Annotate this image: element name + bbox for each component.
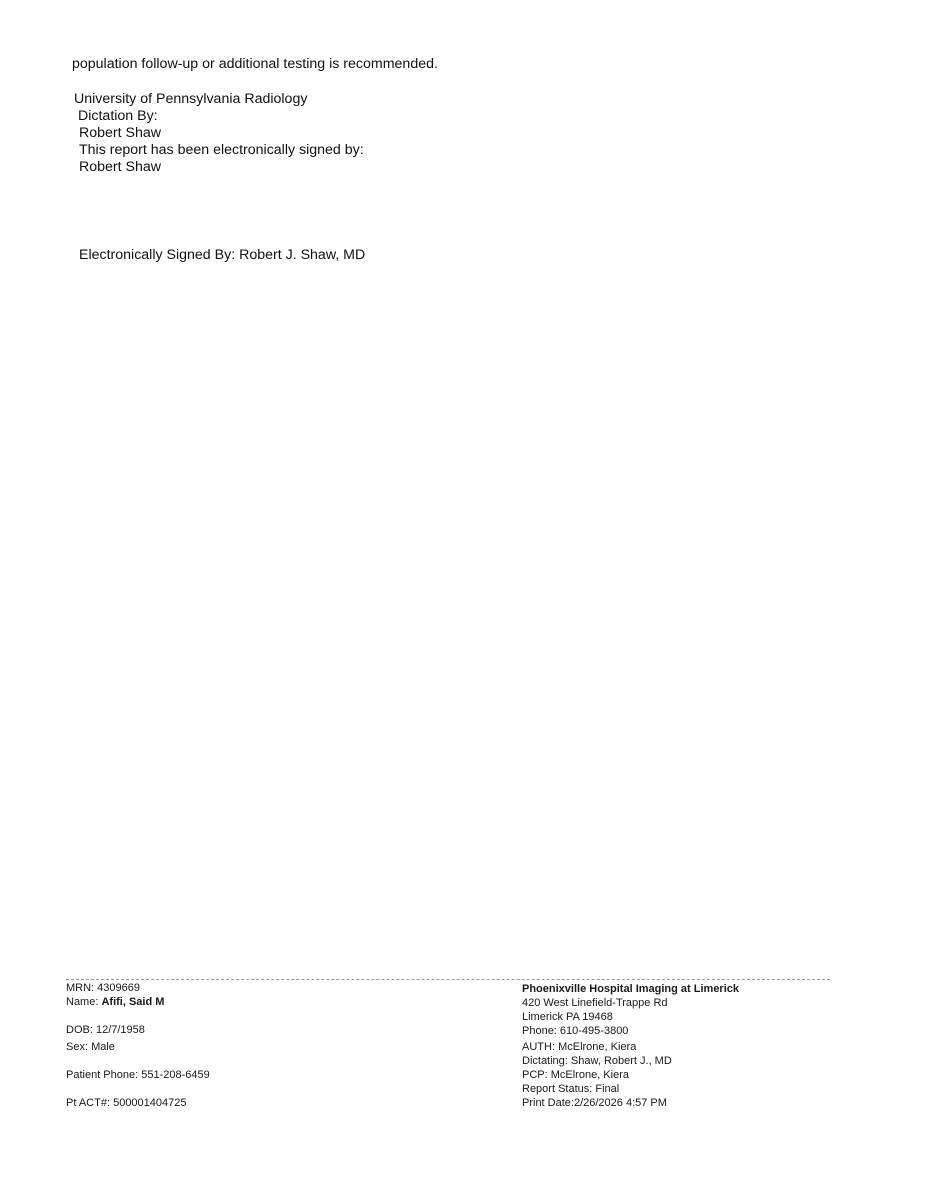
print-date [522,1096,667,1110]
dictating-value: Shaw, Robert J., MD [570,1055,672,1067]
pcp-physician [522,1068,629,1082]
patient-name [66,995,164,1009]
report-status [522,1082,619,1096]
patient-phone [66,1068,210,1082]
patient-phone-value: 551-208-6459 [141,1069,210,1081]
dictation-by-name: Robert Shaw [79,125,162,141]
account-value: 500001404725 [113,1097,187,1109]
dictating-physician [522,1054,672,1068]
name-label: Name: [66,996,102,1008]
signed-statement: This report has been electronically signed by: [79,142,364,158]
dob-value: 12/7/1958 [95,1024,145,1036]
auth-label: AUTH: [522,1041,559,1053]
department-name: University of Pennsylvania Radiology [74,91,308,107]
facility-phone [522,1024,628,1038]
pcp-label: PCP: [522,1069,551,1081]
status-label: Report Status: [522,1083,596,1095]
pcp-value: McElrone, Kiera [550,1069,629,1081]
patient-phone-label: Patient Phone: [66,1069,142,1081]
status-value: Final [595,1083,620,1095]
auth-physician [522,1040,636,1054]
facility-name: Phoenixville Hospital Imaging at Limerick [522,983,740,995]
account-label: Pt ACT#: [66,1097,114,1109]
report-continuation-text: population follow-up or additional testing is recommended. [72,56,438,72]
patient-dob [66,1023,145,1037]
print-date-value: 2/26/2026 4:57 PM [573,1097,667,1109]
name-value: Afifi, Said M [101,996,165,1008]
patient-sex [66,1040,115,1054]
footer-divider [66,979,830,980]
mrn-label: MRN: [66,982,98,994]
sex-label: Sex: [66,1041,92,1053]
facility-phone-value: 610-495-3800 [559,1025,629,1037]
print-date-label: Print Date: [522,1097,574,1109]
signed-by-name: Robert Shaw [79,159,162,175]
electronic-signature: Electronically Signed By: Robert J. Shaw, MD [79,247,366,263]
facility-phone-label: Phone: [522,1025,560,1037]
dictating-label: Dictating: [522,1055,571,1067]
patient-mrn [66,981,140,995]
patient-account [66,1096,187,1110]
dictation-by-label: Dictation By: [78,108,158,124]
facility-address-line2: Limerick PA 19468 [522,1011,613,1023]
sex-value: Male [91,1041,115,1053]
mrn-value: 4309669 [97,982,140,994]
dob-label: DOB: [66,1024,96,1036]
auth-value: McElrone, Kiera [558,1041,637,1053]
facility-address-line1: 420 West Linefield-Trappe Rd [522,997,668,1009]
